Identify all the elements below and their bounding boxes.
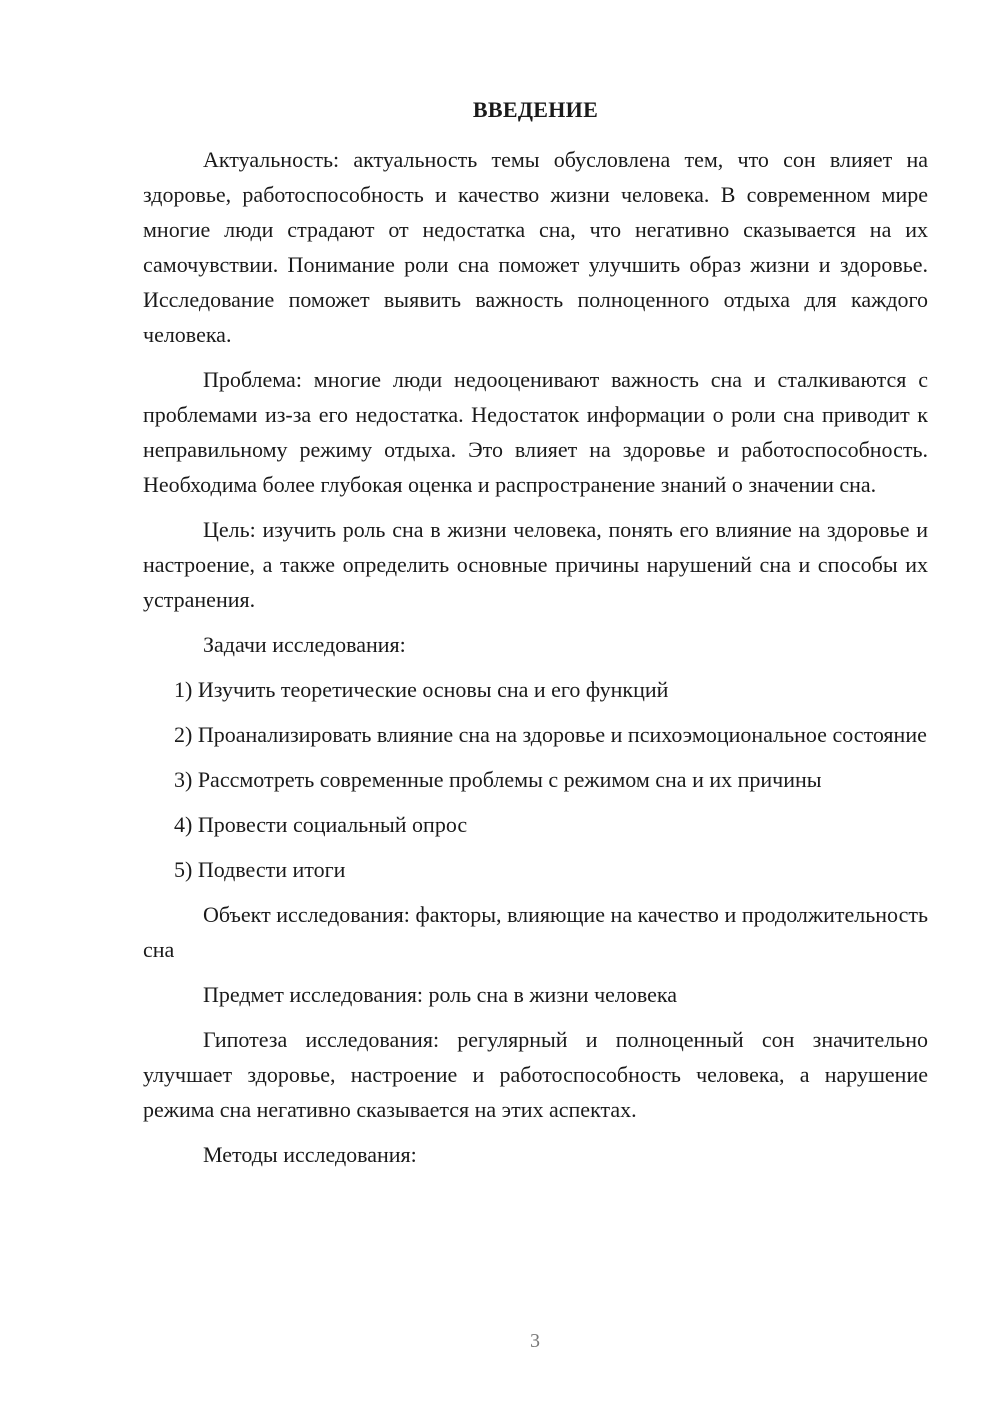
problem-paragraph: Проблема: многие люди недооценивают важность сна и сталкиваются с проблемами из-за его недостатка. Недостаток информации о роли сна приводит к неправильному режиму отдыха. Это влияет на здоровье и работоспособность. Необходима более глубокая оценка и распространение знаний о значении сна.: [143, 367, 928, 497]
document-body: [143, 142, 928, 1182]
task-item: 5) Подвести итоги: [174, 857, 346, 882]
section-heading: ВВЕДЕНИЕ: [472, 97, 599, 122]
object-paragraph: Объект исследования: факторы, влияющие на качество и продолжительность сна: [143, 902, 928, 962]
page-number: 3: [530, 1330, 540, 1352]
subject-paragraph: Предмет исследования: роль сна в жизни человека: [203, 982, 678, 1007]
task-item: 1) Изучить теоретические основы сна и его функций: [174, 677, 669, 702]
methods-title: Методы исследования:: [203, 1142, 417, 1167]
task-item: 3) Рассмотреть современные проблемы с режимом сна и их причины: [174, 767, 822, 792]
tasks-title: Задачи исследования:: [203, 632, 406, 657]
relevance-paragraph: Актуальность: актуальность темы обусловлена тем, что сон влияет на здоровье, работоспособность и качество жизни человека. В современном мире многие люди страдают от недостатка сна, что негативно сказывается на их самочувствии. Понимание роли сна поможет улучшить образ жизни и здоровье. Исследование поможет выявить важность полноценного отдыха для каждого человека.: [143, 147, 928, 347]
hypothesis-paragraph: Гипотеза исследования: регулярный и полноценный сон значительно улучшает здоровье, настроение и работоспособность человека, а нарушение режима сна негативно сказывается на этих аспектах.: [143, 1027, 928, 1122]
goal-paragraph: Цель: изучить роль сна в жизни человека, понять его влияние на здоровье и настроение, а также определить основные причины нарушений сна и способы их устранения.: [143, 517, 928, 612]
task-item: 4) Провести социальный опрос: [174, 812, 468, 837]
task-item: 2) Проанализировать влияние сна на здоровье и психоэмоциональное состояние: [174, 722, 927, 747]
